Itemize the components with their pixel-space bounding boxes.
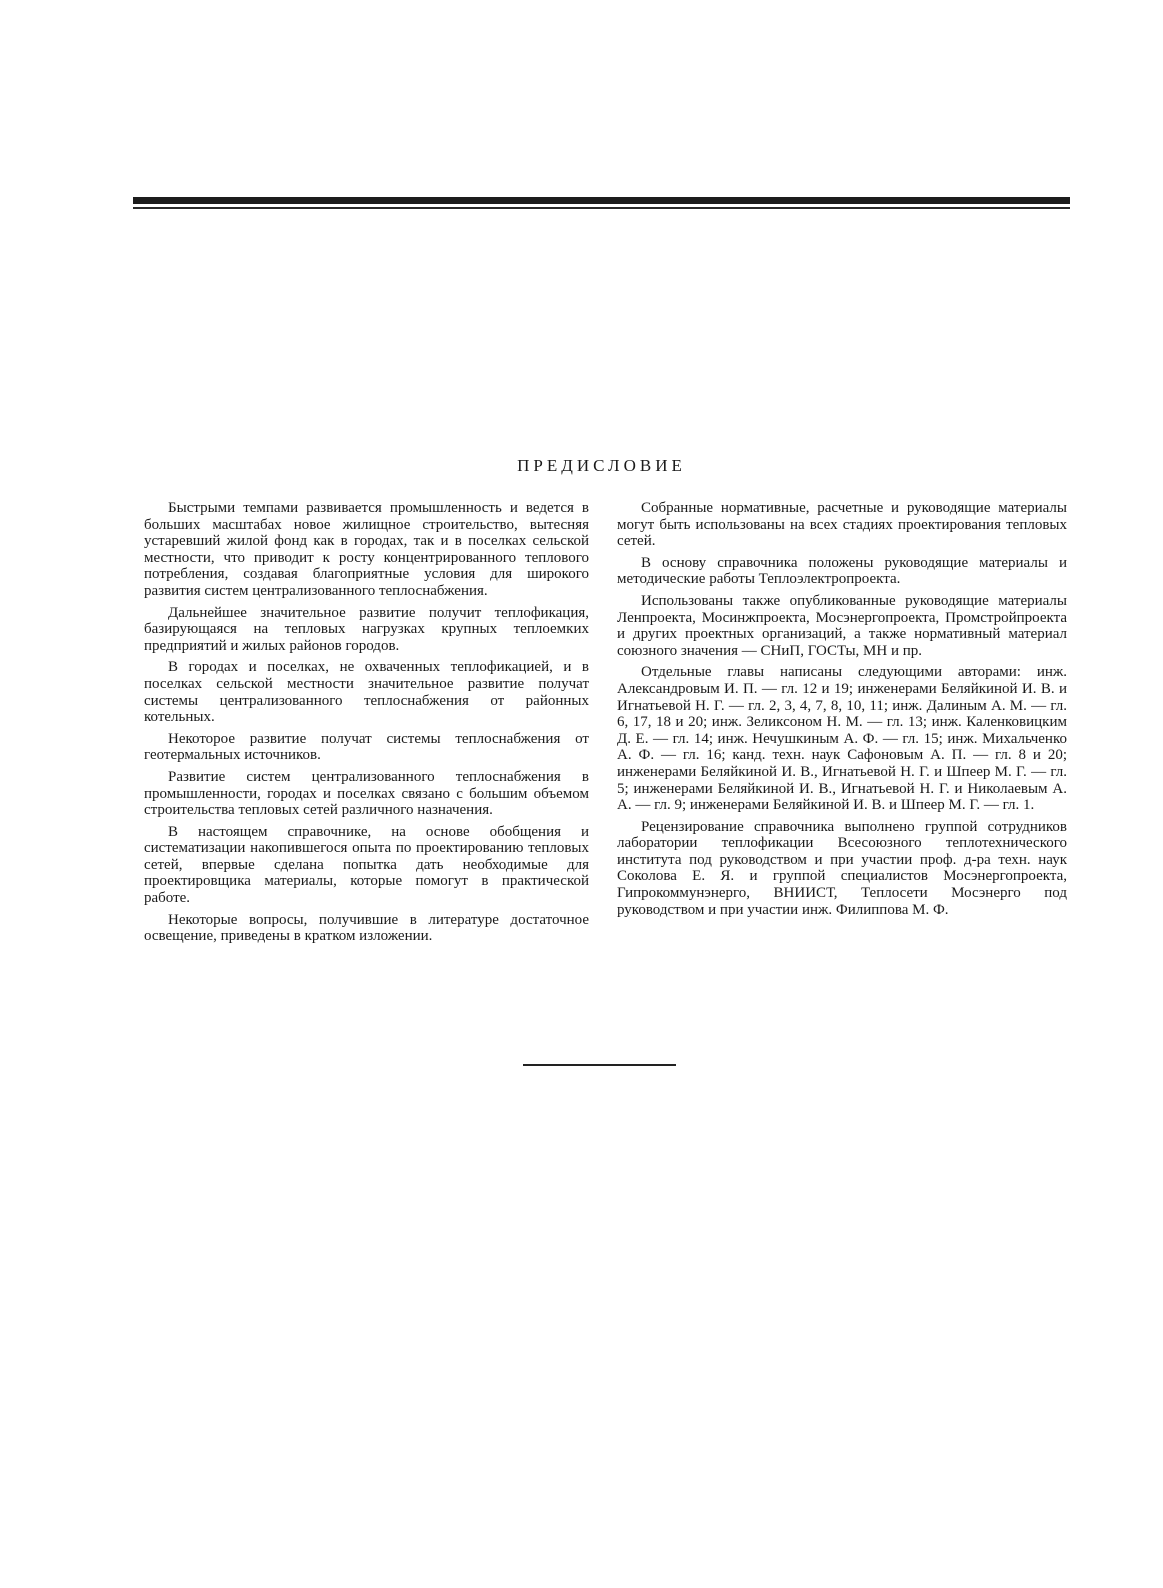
top-rule	[133, 197, 1070, 204]
page-title: ПРЕДИСЛОВИЕ	[517, 456, 686, 475]
paragraph: Использованы также опубликованные руководящие материалы Ленпроекта, Мосинжпроекта, Мосэнергопроекта, Промстройпроекта и других проектных организаций, а также нормативный материал союзного значения — СНиП, ГОСТы, МН и пр.	[617, 592, 1067, 659]
left-column	[144, 500, 589, 950]
paragraph: Быстрыми темпами развивается промышленность и ведется в больших масштабах новое жилищное строительство, вытесняя устаревший жилой фонд как в городах, так и в поселках сельской местности, что приводит к росту концентрированного теплового потребления, создавая благоприятные условия для широкого развития систем централизованного теплоснабжения.	[144, 500, 589, 599]
paragraph: В городах и поселках, не охваченных теплофикацией, и в поселках сельской местности значительное развитие получат системы централизованного теплоснабжения от районных котельных.	[144, 659, 589, 726]
paragraph: Некоторые вопросы, получившие в литературе достаточное освещение, приведены в кратком изложении.	[144, 911, 589, 945]
paragraph: Развитие систем централизованного теплоснабжения в промышленности, городах и поселках связано с большим объемом строительства тепловых сетей различного назначения.	[144, 768, 589, 819]
paragraph: Собранные нормативные, расчетные и руководящие материалы могут быть использованы на всех стадиях проектирования тепловых сетей.	[617, 500, 1067, 550]
paragraph: В настоящем справочнике, на основе обобщения и систематизации накопившегося опыта по проектированию тепловых сетей, впервые сделана попытка дать необходимые для проектировщика материалы, которые помогут в практической работе.	[144, 823, 589, 907]
bottom-rule	[523, 1064, 676, 1066]
top-rule-thin	[133, 207, 1070, 209]
paragraph: Некоторое развитие получат системы теплоснабжения от геотермальных источников.	[144, 730, 589, 764]
paragraph: В основу справочника положены руководящие материалы и методические работы Теплоэлектропроекта.	[617, 554, 1067, 588]
right-column	[617, 500, 1067, 923]
paragraph: Рецензирование справочника выполнено группой сотрудников лаборатории теплофикации Всесоюзного теплотехнического института под руководством и при участии проф. д-ра техн. наук Соколова Е. Я. и группой специалистов Мосэнергопроекта, Гипрокоммунэнерго, ВНИИСТ, Теплосети Мосэнерго под руководством и при участии инж. Филиппова М. Ф.	[617, 818, 1067, 918]
paragraph: Дальнейшее значительное развитие получит теплофикация, базирующаяся на тепловых нагрузках крупных теплоемких предприятий и жилых районов городов.	[144, 604, 589, 654]
paragraph: Отдельные главы написаны следующими авторами: инж. Александровым И. П. — гл. 12 и 19; инженерами Беляйкиной И. В. и Игнатьевой Н. Г. — гл. 2, 3, 4, 7, 8, 10, 11; инж. Далиным А. М. — гл. 6, 17, 18 и 20; инж. Зеликсоном Н. М. — гл. 13; инж. Каленковицким Д. Е. — гл. 14; инж. Нечушкиным А. Ф. — гл. 15; инж. Михальченко А. Ф. — гл. 16; канд. техн. наук Сафоновым А. П. — гл. 8 и 20; инженерами Беляйкиной И. В., Игнатьевой Н. Г. и Шпеер М. Г. — гл. 5; инженерами Беляйкиной И. В., Игнатьевой Н. Г. и Николаевым А. А. — гл. 9; инженерами Беляйкиной И. В. и Шпеер М. Г. — гл. 1.	[617, 664, 1067, 814]
